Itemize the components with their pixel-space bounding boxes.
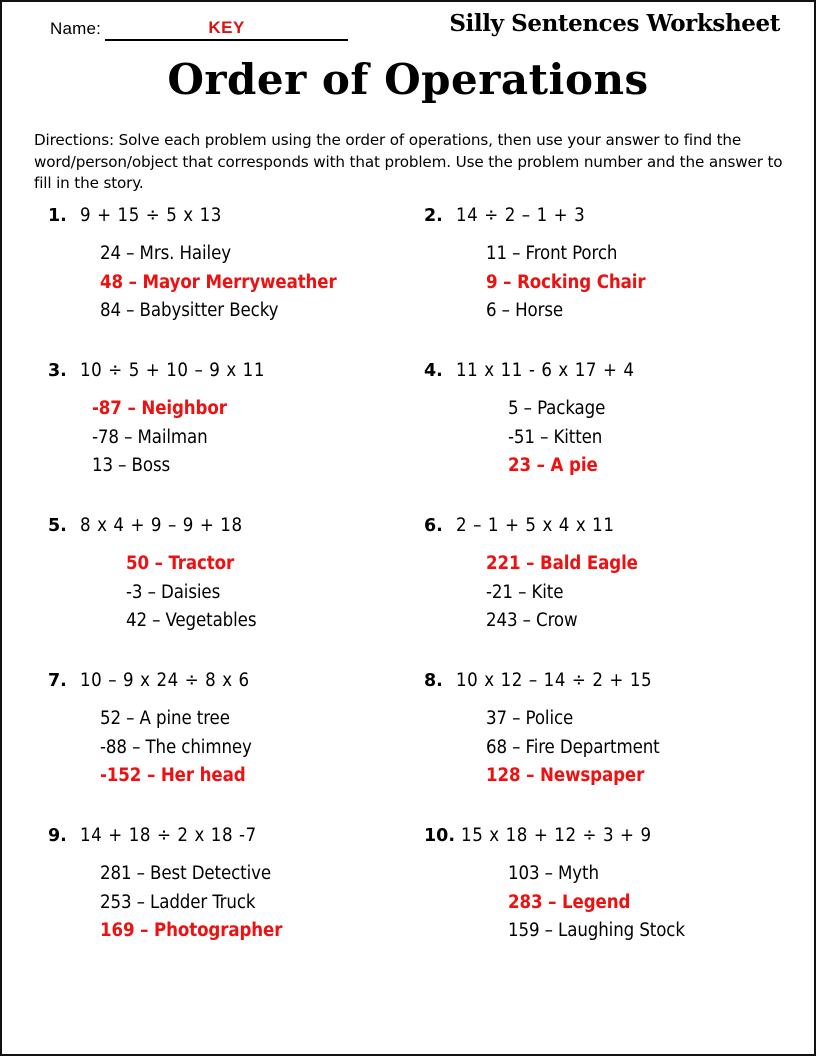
problem-4: [406, 360, 814, 481]
problem-8-option-3[interactable]: 128 – Newspaper: [486, 765, 645, 787]
page-title: Order of Operations: [167, 55, 649, 104]
problem-10-option-1[interactable]: 103 – Myth: [508, 863, 599, 885]
problem-8-options: [424, 705, 806, 791]
problem-2-options: [424, 240, 806, 326]
problem-8: [406, 670, 814, 791]
problem-3-option-3[interactable]: 13 – Boss: [92, 455, 171, 477]
problem-9-option-1[interactable]: 281 – Best Detective: [100, 863, 272, 885]
problem-4-heading: [424, 360, 806, 381]
problem-6-options: [424, 550, 806, 636]
problem-8-heading: [424, 670, 806, 691]
problem-5-option-2[interactable]: -3 – Daisies: [126, 581, 221, 603]
problem-5-number: 5.: [48, 515, 67, 536]
problems-grid: [2, 205, 814, 946]
problem-1-number: 1.: [48, 205, 67, 226]
problem-7-expression: 10 – 9 x 24 ÷ 8 x 6: [80, 670, 250, 691]
problem-1-options: [48, 240, 398, 326]
problem-5-option-1[interactable]: 50 – Tractor: [126, 552, 235, 574]
problem-10-option-2[interactable]: 283 – Legend: [508, 891, 631, 913]
problem-2: [406, 205, 814, 326]
problem-3-options: [48, 395, 398, 481]
problem-7-option-3[interactable]: -152 – Her head: [100, 765, 246, 787]
row-spacer: [2, 334, 406, 352]
problem-7-heading: [48, 670, 398, 691]
problem-8-number: 8.: [424, 671, 443, 691]
problem-10-heading: [424, 825, 806, 846]
problem-9-options: [48, 860, 398, 946]
problem-8-option-1[interactable]: 37 – Police: [486, 708, 574, 729]
row-spacer: [406, 644, 814, 662]
worksheet-header: [2, 2, 814, 54]
problem-9-expression: 14 + 18 ÷ 2 x 18 -7: [80, 825, 257, 847]
problem-7-option-1[interactable]: 52 – A pine tree: [100, 708, 230, 729]
problem-7: [2, 670, 406, 791]
problem-3-option-1[interactable]: -87 – Neighbor: [92, 397, 227, 419]
problem-2-expression: 14 ÷ 2 – 1 + 3: [456, 204, 586, 226]
problem-7-option-2[interactable]: -88 – The chimney: [100, 736, 252, 758]
problem-8-option-2[interactable]: 68 – Fire Department: [486, 736, 660, 758]
problem-6-option-2[interactable]: -21 – Kite: [486, 581, 564, 603]
problem-4-option-3[interactable]: 23 – A pie: [508, 455, 598, 477]
problem-4-number: 4.: [424, 360, 443, 381]
problem-6-number: 6.: [424, 515, 443, 536]
problem-9-number: 9.: [48, 826, 67, 847]
problem-1-option-2[interactable]: 48 – Mayor Merryweather: [100, 271, 337, 293]
name-label: Name:: [50, 19, 102, 38]
problem-4-option-2[interactable]: -51 – Kitten: [508, 426, 603, 448]
problem-4-option-1[interactable]: 5 – Package: [508, 397, 606, 419]
problem-4-options: [424, 395, 806, 481]
problem-10-number: 10.: [424, 826, 456, 847]
problem-1-expression: 9 + 15 ÷ 5 x 13: [80, 204, 222, 226]
problem-6-option-3[interactable]: 243 – Crow: [486, 610, 578, 632]
row-spacer: [406, 489, 814, 507]
problem-10-option-3[interactable]: 159 – Laughing Stock: [508, 920, 685, 942]
problem-3-heading: [48, 360, 398, 381]
problem-4-expression: 11 x 11 - 6 x 17 + 4: [456, 359, 635, 381]
problem-1-option-3[interactable]: 84 – Babysitter Becky: [100, 300, 279, 322]
problem-5-heading: [48, 515, 398, 536]
problem-2-heading: [424, 205, 806, 226]
problem-3-expression: 10 ÷ 5 + 10 – 9 x 11: [80, 359, 266, 381]
problem-6: [406, 515, 814, 636]
problem-2-option-2[interactable]: 9 – Rocking Chair: [486, 271, 646, 293]
row-spacer: [2, 799, 406, 817]
name-input-line[interactable]: [105, 18, 348, 41]
row-spacer: [2, 644, 406, 662]
problem-7-number: 7.: [48, 671, 67, 691]
row-spacer: [406, 334, 814, 352]
problem-3-option-2[interactable]: -78 – Mailman: [92, 426, 208, 448]
problem-2-number: 2.: [424, 205, 443, 226]
problem-5-options: [48, 550, 398, 636]
problem-5: [2, 515, 406, 636]
problem-1: [2, 205, 406, 326]
problem-9-heading: [48, 825, 398, 846]
problem-1-option-1[interactable]: 24 – Mrs. Hailey: [100, 242, 231, 264]
problem-2-option-3[interactable]: 6 – Horse: [486, 300, 564, 322]
worksheet-kicker: Silly Sentences Worksheet: [449, 10, 780, 37]
row-spacer: [406, 799, 814, 817]
problem-6-heading: [424, 515, 806, 536]
problem-5-option-3[interactable]: 42 – Vegetables: [126, 610, 257, 632]
problem-7-options: [48, 705, 398, 791]
problem-1-heading: [48, 205, 398, 226]
name-value: KEY: [208, 18, 245, 37]
name-field-group: [50, 18, 348, 41]
problem-6-expression: 2 – 1 + 5 x 4 x 11: [456, 514, 615, 536]
row-spacer: [2, 489, 406, 507]
problem-9-option-2[interactable]: 253 – Ladder Truck: [100, 891, 256, 913]
problem-2-option-1[interactable]: 11 – Front Porch: [486, 242, 618, 264]
problem-8-expression: 10 x 12 – 14 ÷ 2 + 15: [456, 670, 653, 691]
problem-10: [406, 825, 814, 946]
problem-9-option-3[interactable]: 169 – Photographer: [100, 920, 283, 942]
problem-5-expression: 8 x 4 + 9 – 9 + 18: [80, 514, 243, 536]
problem-10-options: [424, 860, 806, 946]
problem-3-number: 3.: [48, 360, 67, 381]
problem-9: [2, 825, 406, 946]
problem-3: [2, 360, 406, 481]
directions-text: Directions: Solve each problem using the order of operations, then use your answer to find the word/person/object that corresponds with that problem. Use the problem number and the answer to fill in the story.: [34, 131, 783, 193]
problem-6-option-1[interactable]: 221 – Bald Eagle: [486, 552, 638, 574]
problem-10-expression: 15 x 18 + 12 ÷ 3 + 9: [461, 825, 652, 847]
